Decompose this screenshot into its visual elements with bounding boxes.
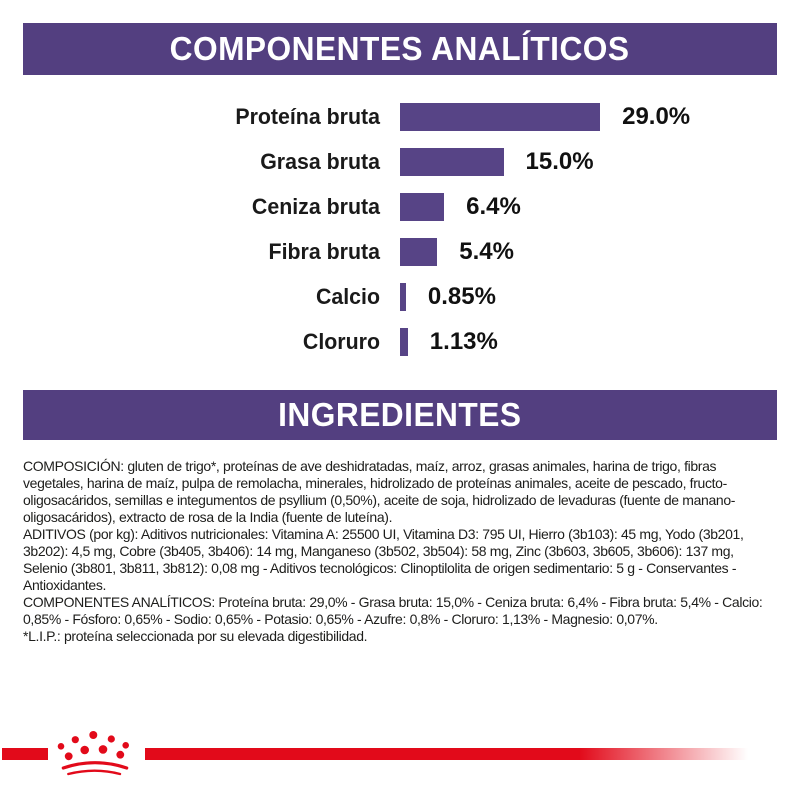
- bar: [400, 148, 504, 176]
- section-header-ingredients: [23, 390, 777, 440]
- bar-label: Grasa bruta: [260, 148, 380, 174]
- footer-red-line-left: [2, 748, 48, 760]
- bar: [400, 328, 408, 356]
- analytical-title: COMPONENTES ANALÍTICOS: [170, 30, 630, 67]
- bar: [400, 283, 406, 311]
- chart-row: [0, 139, 800, 184]
- chart-row: [0, 319, 800, 364]
- bar-label: Ceniza bruta: [251, 193, 380, 219]
- lip-note-paragraph: *L.I.P.: proteína seleccionada por su elevada digestibilidad.: [23, 628, 368, 644]
- composition-paragraph: COMPOSICIÓN: gluten de trigo*, proteínas de ave deshidratadas, maíz, arroz, grasas animales, harina de trigo, fibras vegetales, harina de maíz, pulpa de remolacha, minerales, hidrolizado de proteínas animales, aceite de pescado, fructo-oligosacáridos, semillas e integumentos de psyllium (0,50%), aceite de soja, hidrolizado de levaduras (fuente de manano-oligosacáridos), extracto de rosa de la India (fuente de luteína).: [23, 458, 736, 525]
- bar-value: 29.0%: [622, 102, 691, 130]
- bar-value: 0.85%: [427, 282, 496, 310]
- chart-row: [0, 94, 800, 139]
- bar-value: 6.4%: [466, 192, 521, 220]
- bar-label: Cloruro: [302, 328, 380, 354]
- bar-label: Fibra bruta: [268, 238, 380, 264]
- analytical-constituents-paragraph: COMPONENTES ANALÍTICOS: Proteína bruta: 29,0% - Grasa bruta: 15,0% - Ceniza bruta: 6,4% - Fibra bruta: 5,4% - Calcio: 0,85% - Fósforo: 0,65% - Sodio: 0,65% - Potasio: 0,65% - Azufre: 0,8% - Cloruro: 1,13% - Magnesio: 0,07%.: [23, 594, 763, 627]
- footer-brand-strip: [0, 720, 800, 800]
- bar-label: Calcio: [315, 283, 380, 309]
- bar: [400, 193, 444, 221]
- footer-red-line-right: [145, 748, 748, 760]
- bar-value: 15.0%: [525, 147, 594, 175]
- chart-row: [0, 274, 800, 319]
- additives-paragraph: ADITIVOS (por kg): Aditivos nutricionales: Vitamina A: 25500 UI, Vitamina D3: 795 UI, Hierro (3b103): 45 mg, Yodo (3b201, 3b202): 4,5 mg, Cobre (3b405, 3b406): 14 mg, Manganeso (3b502, 3b504): 58 mg, Zinc (3b603, 3b605, 3b606): 137 mg, Selenio (3b801, 3b811, 3b812): 0,08 mg - Aditivos tecnológicos: Clinoptilolita de origen sedimentario: 5 g - Conservantes - Antioxidantes.: [23, 526, 744, 593]
- bar-value: 5.4%: [459, 237, 514, 265]
- bar-label: Proteína bruta: [235, 103, 380, 129]
- royal-canin-crown-logo-icon: [58, 731, 129, 774]
- chart-row: [0, 184, 800, 229]
- analytical-bar-chart: [0, 94, 800, 364]
- ingredients-title: INGREDIENTES: [278, 396, 522, 433]
- chart-row: [0, 229, 800, 274]
- bar: [400, 238, 437, 266]
- ingredients-text-block: [23, 458, 780, 645]
- section-header-analytical: [23, 23, 777, 75]
- bar: [400, 103, 600, 131]
- bar-value: 1.13%: [429, 327, 498, 355]
